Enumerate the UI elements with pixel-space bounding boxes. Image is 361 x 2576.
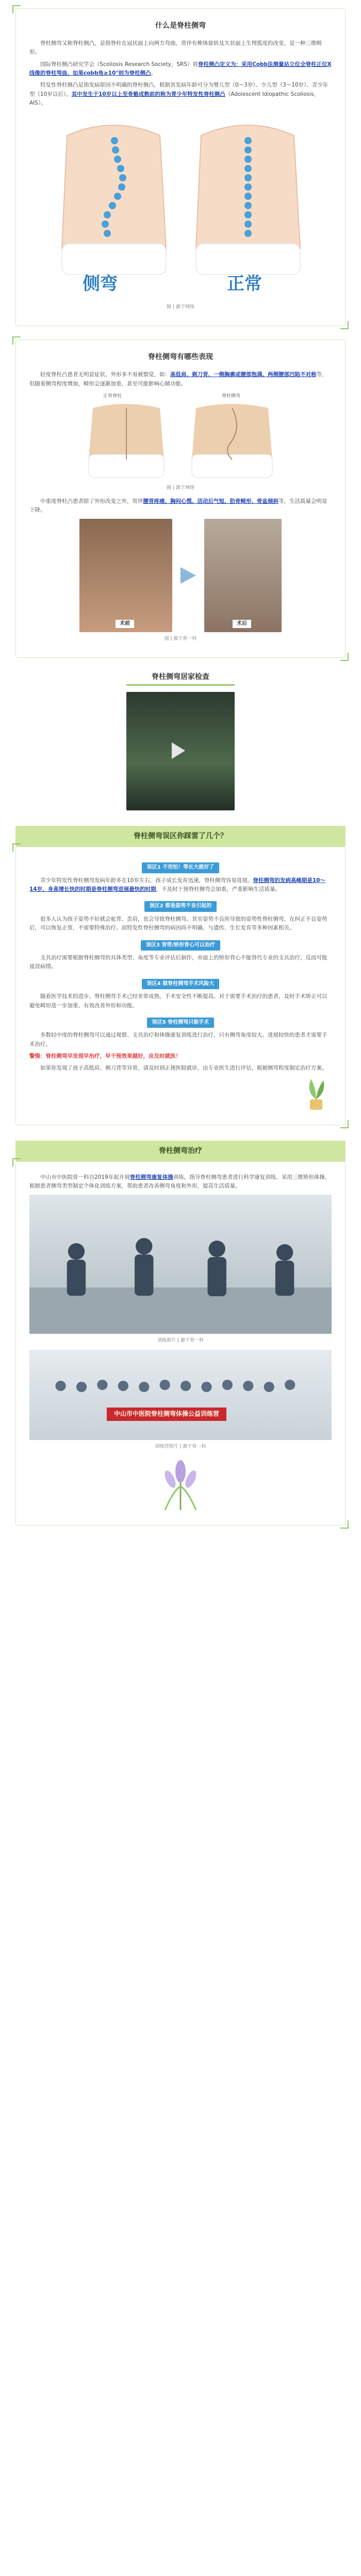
myth-tag: 误区3 背带/矫形背心可以治疗 — [141, 940, 220, 951]
label-scoliosis-spine: 脊柱侧弯 — [222, 393, 241, 399]
paragraph: 随着医学技术的进步，脊柱侧弯手术已经非常成熟，手术安全性不断提高。对于需要手术治疗的患者，及时手术矫正可以避免畸形进一步加重，有效改善外形和功能。 — [29, 993, 327, 1009]
section-what-is-scoliosis — [15, 8, 346, 326]
plant-icon — [29, 1076, 332, 1115]
paragraph: 多数轻中度的脊柱侧弯可以通过观察、支具治疗和体操康复训练进行治疗，只有侧弯角度较大、进展较快的患者才需要手术治疗。 — [29, 1032, 327, 1047]
video-thumbnail[interactable] — [126, 692, 235, 810]
before-photo — [79, 519, 172, 632]
after-photo — [204, 519, 282, 632]
highlight-text: 其中发生于10岁以上至骨骼成熟前的称为青少年特发性脊柱侧凸 — [71, 91, 225, 97]
paragraph: 青少年特发性脊柱侧弯发病年龄多在10岁左右，孩子成长发育迅速，脊柱侧弯容易进展。脊柱侧弯的发病高峰期是10～14岁，身高增长快的时期是脊柱侧弯进展最快的时期，不及时干预脊柱侧弯会加重，严重影响生活质量。 — [29, 877, 325, 893]
group-photo — [29, 1350, 332, 1440]
section-title: 什么是脊柱侧弯 — [29, 20, 332, 32]
training-photo — [29, 1195, 332, 1334]
highlight-text: 脊柱侧弯康复体操 — [129, 1174, 173, 1180]
play-icon[interactable] — [172, 742, 185, 759]
section-title: 脊柱侧弯居家检查 — [126, 671, 235, 686]
myth-tag: 误区4 做脊柱侧弯手术风险大 — [142, 979, 219, 990]
arrow-right-icon — [180, 567, 196, 584]
paragraph: 国际脊柱侧凸研究学会（Scoliosis Research Society，SRS）将脊柱侧凸定义为：采用Cobb法测量站立位全脊柱正位X线像的脊柱弯曲，如果cobb角≥10°则为脊柱侧凸。 — [29, 61, 332, 77]
highlight-text: 脊柱侧凸定义为：采用Cobb法测量站立位全脊柱正位X线像的脊柱弯曲，如果cobb角≥10°则为脊柱侧凸 — [29, 61, 332, 77]
myth-tag: 误区1 不用怕！等长大就好了 — [142, 862, 219, 873]
highlight-text: 高低肩、剃刀背、一侧胸廓或腰部饱满、两侧腰部凹陷不对称 — [170, 371, 317, 378]
back-outline-illustration — [83, 393, 278, 480]
image-caption: 训练营照片 | 源于骨一科 — [155, 1444, 206, 1450]
before-label: 术前 — [116, 620, 134, 629]
paragraph: 脊柱侧弯又称脊柱侧凸，是指脊柱在冠状面上向两方弯曲，常伴有椎体旋转及矢状面上生理弧度的改变，是一种三维畸形。 — [29, 40, 322, 56]
section-home-check — [15, 671, 346, 810]
myth-tag: 误区2 都是姿势不良引起的 — [144, 901, 217, 912]
label-normal: 正常 — [227, 274, 262, 295]
paragraph: 特发性脊柱侧凸是指发病原因不明确的脊柱侧凸，根据其发病年龄可分为婴儿型（0～3岁）、少儿型（3～10岁）、青少年型（10岁以后）。其中发生于10岁以上至骨骼成熟前的称为青少年特发性脊柱侧凸（Adolescent Idiopathic Scoliosis，AIS）。 — [29, 82, 329, 106]
paragraph: 支具治疗需要根据脊柱侧弯的具体类型、角度等专业评估后制作，市面上的矫形背心不能替代专业的支具治疗，反而可能延误病情。 — [29, 955, 327, 970]
myth-tag: 误区5 脊柱侧弯只能手术 — [147, 1018, 214, 1028]
warning-text: 警惕：脊柱侧弯早发现早治疗，早干预效果越好，应及时就医！ — [29, 1053, 181, 1059]
paragraph: 轻度脊柱凸患者无明显症状，外形多不易被察觉，如：高低肩、剃刀背、一侧胸廓或腰部饱满、两侧腰部凹陷不对称等，但随着侧弯程度增加，畸形会逐渐加重，甚至可能影响心肺功能。 — [29, 371, 327, 387]
spine-comparison-image — [83, 393, 278, 480]
paragraph: 中山市中医院骨一科自2019年起开展脊柱侧弯康复体操训练，指导脊柱侧弯患者进行科学康复训练，采用三维矫形体操，根据患者侧弯类型制定个体化训练方案，帮助患者改善侧弯角度和外形，提高生活质量。 — [29, 1174, 331, 1190]
label-scoliosis: 侧弯 — [83, 274, 118, 295]
label-normal-spine: 正常脊柱 — [103, 393, 122, 399]
paragraph: 很多人认为孩子姿势不好就会驼背、歪肩，也会导致脊柱侧弯。其实姿势不良所导致的姿势性脊柱侧弯，在纠正不良姿势后，可以恢复正常，不需要特殊治疗。而特发性脊柱侧弯的病因尚不明确，与遗传、生长发育等多种因素相关。 — [29, 916, 327, 931]
before-after-photos — [29, 519, 332, 632]
group-banner: 中山市中医院脊柱侧弯体操公益训练营 — [107, 1408, 226, 1421]
section-treatment — [15, 1162, 346, 1526]
image-caption: 训练照片 | 源于骨一科 — [157, 1338, 204, 1344]
section-title: 脊柱侧弯有哪些表现 — [29, 351, 332, 363]
section-symptoms — [15, 340, 346, 658]
section-myths-title: 脊柱侧弯误区你踩雷了几个？ — [15, 826, 346, 847]
flower-decoration-icon — [29, 1456, 332, 1516]
image-caption: 图 | 源于网络 — [167, 485, 194, 490]
back-comparison-illustration — [46, 115, 315, 300]
paragraph: 中重度脊柱凸患者除了外形改变之外，常伴腰背疼痛、胸闷心慌、活动后气短、肋骨畸形、骨盆倾斜等，生活质量会明显下降。 — [29, 498, 327, 513]
section-treatment-title: 脊柱侧弯治疗 — [15, 1141, 346, 1162]
section-myths — [15, 847, 346, 1125]
image-caption: 图 | 源于网络 — [167, 304, 194, 310]
image-caption: 图 | 源于骨一科 — [164, 636, 197, 642]
highlight-text: 脊柱侧弯的发病高峰期是10～14岁，身高增长快的时期是脊柱侧弯进展最快的时期 — [29, 877, 325, 893]
after-label: 术后 — [233, 620, 251, 629]
paragraph: 如果你发现了孩子高低肩、剃刀背等异常，请及时到正规医院就诊，由专业医生进行评估，根据侧弯程度制定治疗方案。 — [40, 1065, 327, 1072]
highlight-text: 腰背疼痛、胸闷心慌、活动后气短、肋骨畸形、骨盆倾斜 — [143, 498, 278, 504]
